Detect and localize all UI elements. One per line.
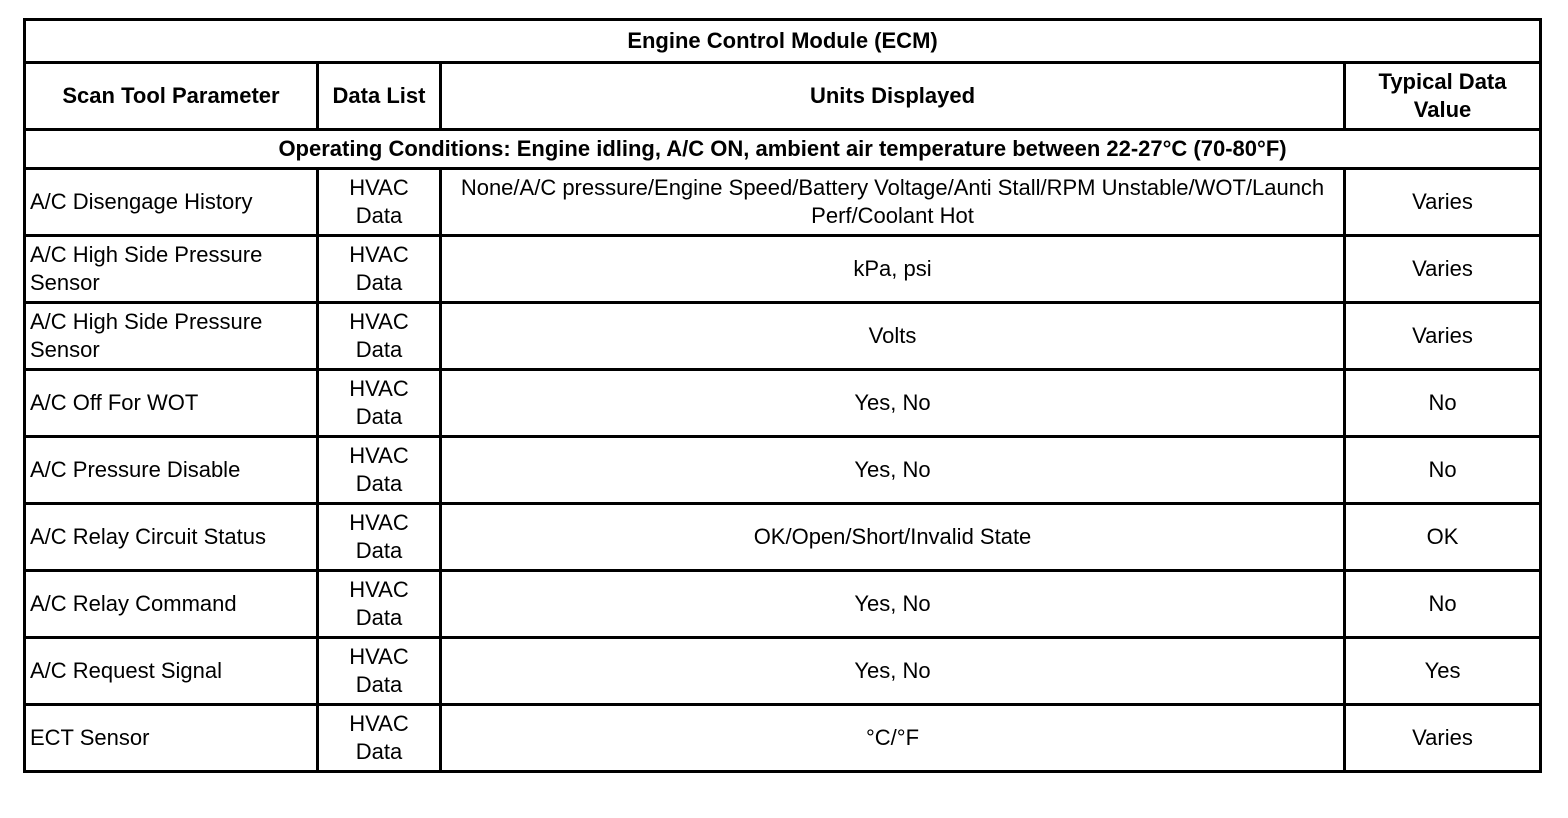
table-row	[25, 437, 1541, 504]
cell-data-list: HVAC Data	[318, 370, 441, 437]
table-row	[25, 571, 1541, 638]
cell-units: Volts	[441, 303, 1345, 370]
cell-typical-value: No	[1345, 437, 1541, 504]
cell-typical-value: Yes	[1345, 638, 1541, 705]
table-row	[25, 705, 1541, 772]
cell-data-list: HVAC Data	[318, 705, 441, 772]
cell-typical-value: Varies	[1345, 705, 1541, 772]
cell-typical-value: No	[1345, 370, 1541, 437]
table-row	[25, 638, 1541, 705]
cell-typical-value: Varies	[1345, 236, 1541, 303]
cell-parameter: A/C Relay Circuit Status	[25, 504, 318, 571]
cell-parameter: A/C High Side Pressure Sensor	[25, 236, 318, 303]
cell-parameter: A/C Disengage History	[25, 169, 318, 236]
cell-units: Yes, No	[441, 370, 1345, 437]
cell-units: OK/Open/Short/Invalid State	[441, 504, 1345, 571]
table-row	[25, 169, 1541, 236]
header-data-list: Data List	[318, 63, 441, 130]
cell-parameter: A/C Request Signal	[25, 638, 318, 705]
header-units-displayed: Units Displayed	[441, 63, 1345, 130]
cell-typical-value: Varies	[1345, 169, 1541, 236]
table-row	[25, 303, 1541, 370]
cell-units: Yes, No	[441, 638, 1345, 705]
cell-parameter: A/C Relay Command	[25, 571, 318, 638]
cell-parameter: A/C Pressure Disable	[25, 437, 318, 504]
cell-units: None/A/C pressure/Engine Speed/Battery Voltage/Anti Stall/RPM Unstable/WOT/Launch Perf/Coolant Hot	[441, 169, 1345, 236]
table-header-row	[25, 63, 1541, 130]
operating-conditions: Operating Conditions: Engine idling, A/C ON, ambient air temperature between 22-27°C (70-80°F)	[25, 130, 1541, 169]
cell-units: kPa, psi	[441, 236, 1345, 303]
table-row	[25, 504, 1541, 571]
cell-units: Yes, No	[441, 437, 1345, 504]
cell-data-list: HVAC Data	[318, 303, 441, 370]
cell-parameter: ECT Sensor	[25, 705, 318, 772]
cell-typical-value: OK	[1345, 504, 1541, 571]
cell-data-list: HVAC Data	[318, 169, 441, 236]
ecm-data-table	[23, 18, 1542, 773]
header-typical-data-value: Typical Data Value	[1345, 63, 1541, 130]
cell-data-list: HVAC Data	[318, 236, 441, 303]
cell-parameter: A/C Off For WOT	[25, 370, 318, 437]
cell-data-list: HVAC Data	[318, 437, 441, 504]
cell-data-list: HVAC Data	[318, 504, 441, 571]
cell-typical-value: No	[1345, 571, 1541, 638]
cell-parameter: A/C High Side Pressure Sensor	[25, 303, 318, 370]
cell-units: Yes, No	[441, 571, 1345, 638]
cell-units: °C/°F	[441, 705, 1345, 772]
header-scan-tool-parameter: Scan Tool Parameter	[25, 63, 318, 130]
cell-typical-value: Varies	[1345, 303, 1541, 370]
table-row	[25, 370, 1541, 437]
table-title: Engine Control Module (ECM)	[25, 20, 1541, 63]
cell-data-list: HVAC Data	[318, 571, 441, 638]
table-row	[25, 236, 1541, 303]
cell-data-list: HVAC Data	[318, 638, 441, 705]
